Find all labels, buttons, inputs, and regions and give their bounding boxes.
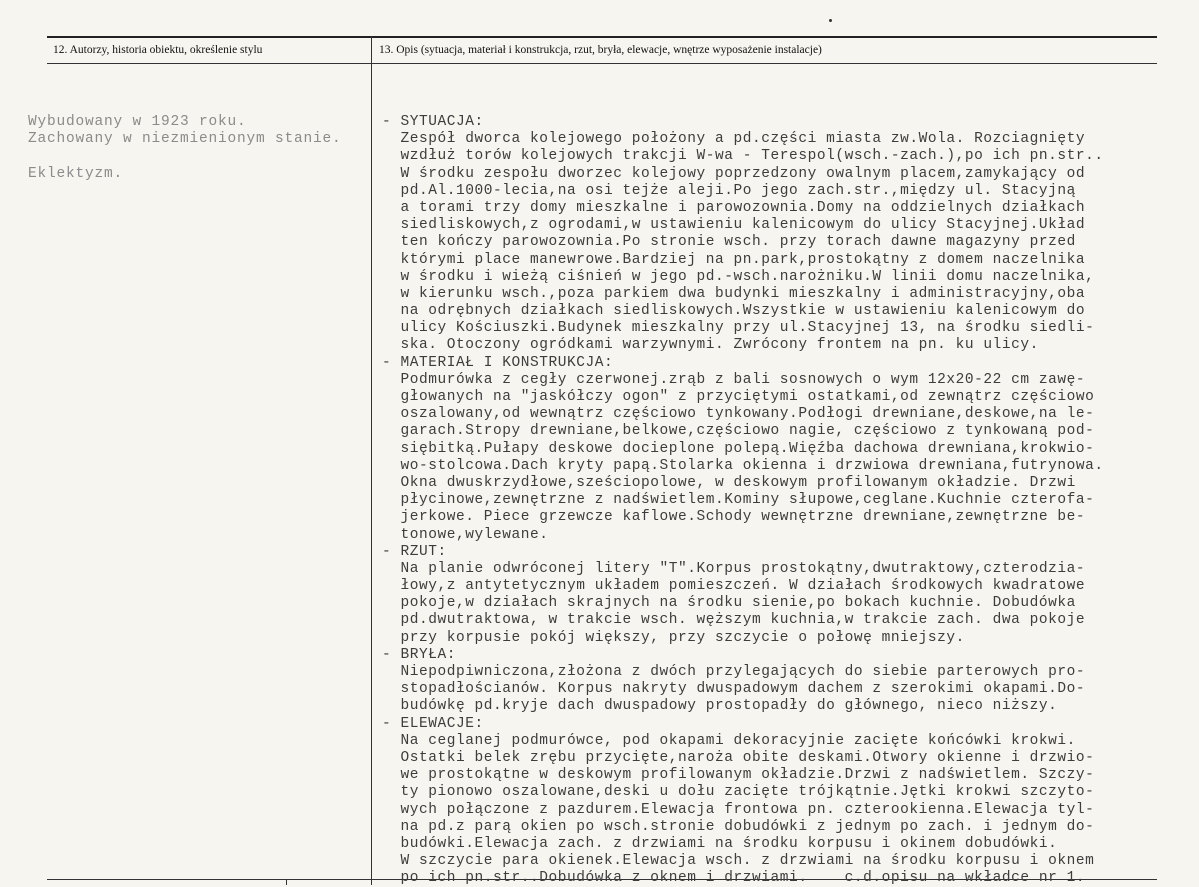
bottom-tick-line (286, 879, 287, 885)
description-line: we prostokątne w deskowym profilowanym okładzie.Drzwi z nadświetlem. Szczy- (382, 767, 1095, 784)
history-line: Zachowany w niezmienionym stanie. (28, 131, 342, 148)
description-line: W środku zespołu dworzec kolejowy poprzedzony owalnym placem,zamykający od (382, 165, 1086, 182)
description-line: siębitką.Pułapy deskowe docieplone polepą.Więźba dachowa drewniana,krokwio- (382, 440, 1095, 457)
description-line: oszalowany,od wewnątrz częściowo tynkowany.Podłogi drewniane,deskowe,na le- (382, 406, 1095, 423)
description-line: budówkę pd.kryje dach dwuspadowy prostopadły do głównego, nieco niższy. (382, 698, 1058, 715)
description-line: ulicy Kościuszki.Budynek mieszkalny przy ul.Stacyjnej 13, na środku siedli- (382, 320, 1095, 337)
description-line: W szczycie para okienek.Elewacja wsch. z drzwiami na środku korpusu i oknem (382, 853, 1095, 870)
description-line: wo-stolcowa.Dach kryty papą.Stolarka okienna i drzwiowa drewniana,futrynowa. (382, 457, 1104, 474)
description-line: - MATERIAŁ I KONSTRUKCJA: (382, 354, 614, 371)
description-line: budówki.Elewacja zach. z drzwiami na środku korpusu i okinem dobudówki. (382, 835, 1058, 852)
history-line (28, 148, 342, 165)
scan-dot (829, 19, 832, 22)
description-line: Na ceglanej podmurówce, pod okapami dekoracyjnie zacięte końcówki krokwi. (382, 732, 1076, 749)
description-line: na pd.z parą okien po wsch.stronie dobudówki z jednym po zach. i jednym do- (382, 818, 1095, 835)
description-line: jerkowe. Piece grzewcze kaflowe.Schody wewnętrzne drewniane,zewnętrzne be- (382, 509, 1086, 526)
description-line: przy korpusie pokój większy, przy szczycie o połowę mniejszy. (382, 629, 965, 646)
description-line: płycinowe,zewnętrzne z nadświetlem.Kominy słupowe,ceglane.Kuchnie czterofa- (382, 492, 1095, 509)
description-line: Zespół dworca kolejowego położony a pd.części miasta zw.Wola. Rozciagnięty (382, 131, 1086, 148)
description-line: Podmurówka z cegły czerwonej.zrąb z bali sosnowych o wym 12x20-22 cm zawę- (382, 371, 1086, 388)
description-line: - SYTUACJA: (382, 114, 484, 130)
description-text (382, 114, 1104, 887)
description-line: - RZUT: (382, 543, 447, 560)
section-13-heading: 13. Opis (sytuacja, materiał i konstrukcja, rzut, bryła, elewacje, wnętrze wyposażenie instalacje) (379, 44, 822, 56)
header-divider-line (47, 63, 1157, 64)
description-line: ty pionowo oszalowane,deski u dołu zacięte trójkątnie.Jętki krokwi szczyto- (382, 784, 1095, 801)
description-line: pokoje,w działach skrajnych na środku sienie,po bokach kuchnie. Dobudówka (382, 595, 1076, 612)
description-line: tonowe,wylewane. (382, 526, 549, 543)
description-line: Niepodpiwniczona,złożona z dwóch przylegających do siebie parterowych pro- (382, 664, 1086, 680)
description-line: po ich pn.str..Dobudówka z oknem i drzwiami. c.d.opisu na wkładce nr 1. (382, 870, 1086, 887)
description-line: Na planie odwróconej litery "T".Korpus prostokątny,dwutraktowy,czterodzia- (382, 560, 1086, 577)
description-line: pd.Al.1000-lecia,na osi tejże aleji.Po jego zach.str.,między ul. Stacyjną (382, 182, 1076, 199)
description-line: ten kończy parowozownia.Po stronie wsch. przy torach dawne magazyny przed (382, 234, 1076, 251)
description-line: - BRYŁA: (382, 646, 457, 663)
description-line: w środku i wieżą ciśnień w jego pd.-wsch.narożniku.W linii domu naczelnika, (382, 268, 1095, 285)
description-line: a torami trzy domy mieszkalne i parowozownia.Domy na oddzielnych działkach (382, 199, 1086, 216)
description-line: głowanych na "jaskółczy ogon" z przyciętymi ostatkami,od zewnątrz częściowo (382, 389, 1095, 405)
description-line: Ostatki belek zrębu przycięte,naroża obite deskami.Otwory okienne i drzwio- (382, 749, 1095, 766)
description-line: wzdłuż torów kolejowych trakcji W-wa - Terespol(wsch.-zach.),po ich pn.str.. (382, 148, 1104, 165)
description-line: wych połączone z pazdurem.Elewacja frontowa pn. czterookienna.Elewacja tyl- (382, 801, 1095, 818)
description-line: - ELEWACJE: (382, 715, 484, 732)
description-line: którymi place manewrowe.Bardziej na pn.park,prostokątny z domem naczelnika (382, 251, 1086, 268)
description-line: ska. Otoczony ogródkami warzywnymi. Zwrócony frontem na pn. ku ulicy. (382, 337, 1039, 354)
history-style-text (28, 114, 342, 183)
section-12-heading: 12. Autorzy, historia obiektu, określenie stylu (53, 44, 263, 56)
description-line: garach.Stropy drewniane,belkowe,częściowo nagie, częściowo z tynkowaną pod- (382, 423, 1095, 440)
description-line: w kierunku wsch.,poza parkiem dwa budynki mieszkalny i administracyjny,oba (382, 285, 1086, 302)
description-line: Okna dwuskrzydłowe,sześciopolowe, w deskowym profilowanym okładzie. Drzwi (382, 474, 1076, 491)
history-line: Eklektyzm. (28, 165, 124, 182)
description-line: stopadłościanów. Korpus nakryty dwuspadowym dachem z szerokimi okapami.Do- (382, 681, 1086, 698)
column-separator (371, 36, 372, 885)
description-line: łowy,z antytetycznym układem pomieszczeń. W działach środkowych kwadratowe (382, 578, 1086, 595)
top-border-line (47, 36, 1157, 38)
description-line: siedliskowych,z ogrodami,w ustawieniu kalenicowym do ulicy Stacyjnej.Układ (382, 217, 1086, 234)
history-line: Wybudowany w 1923 roku. (28, 114, 247, 130)
description-line: na odrębnych działkach siedliskowych.Wszystkie w ustawieniu kalenicowym do (382, 303, 1086, 320)
description-line: pd.dwutraktowa, w trakcie wsch. węższym kuchnia,w trakcie zach. dwa pokoje (382, 612, 1086, 629)
